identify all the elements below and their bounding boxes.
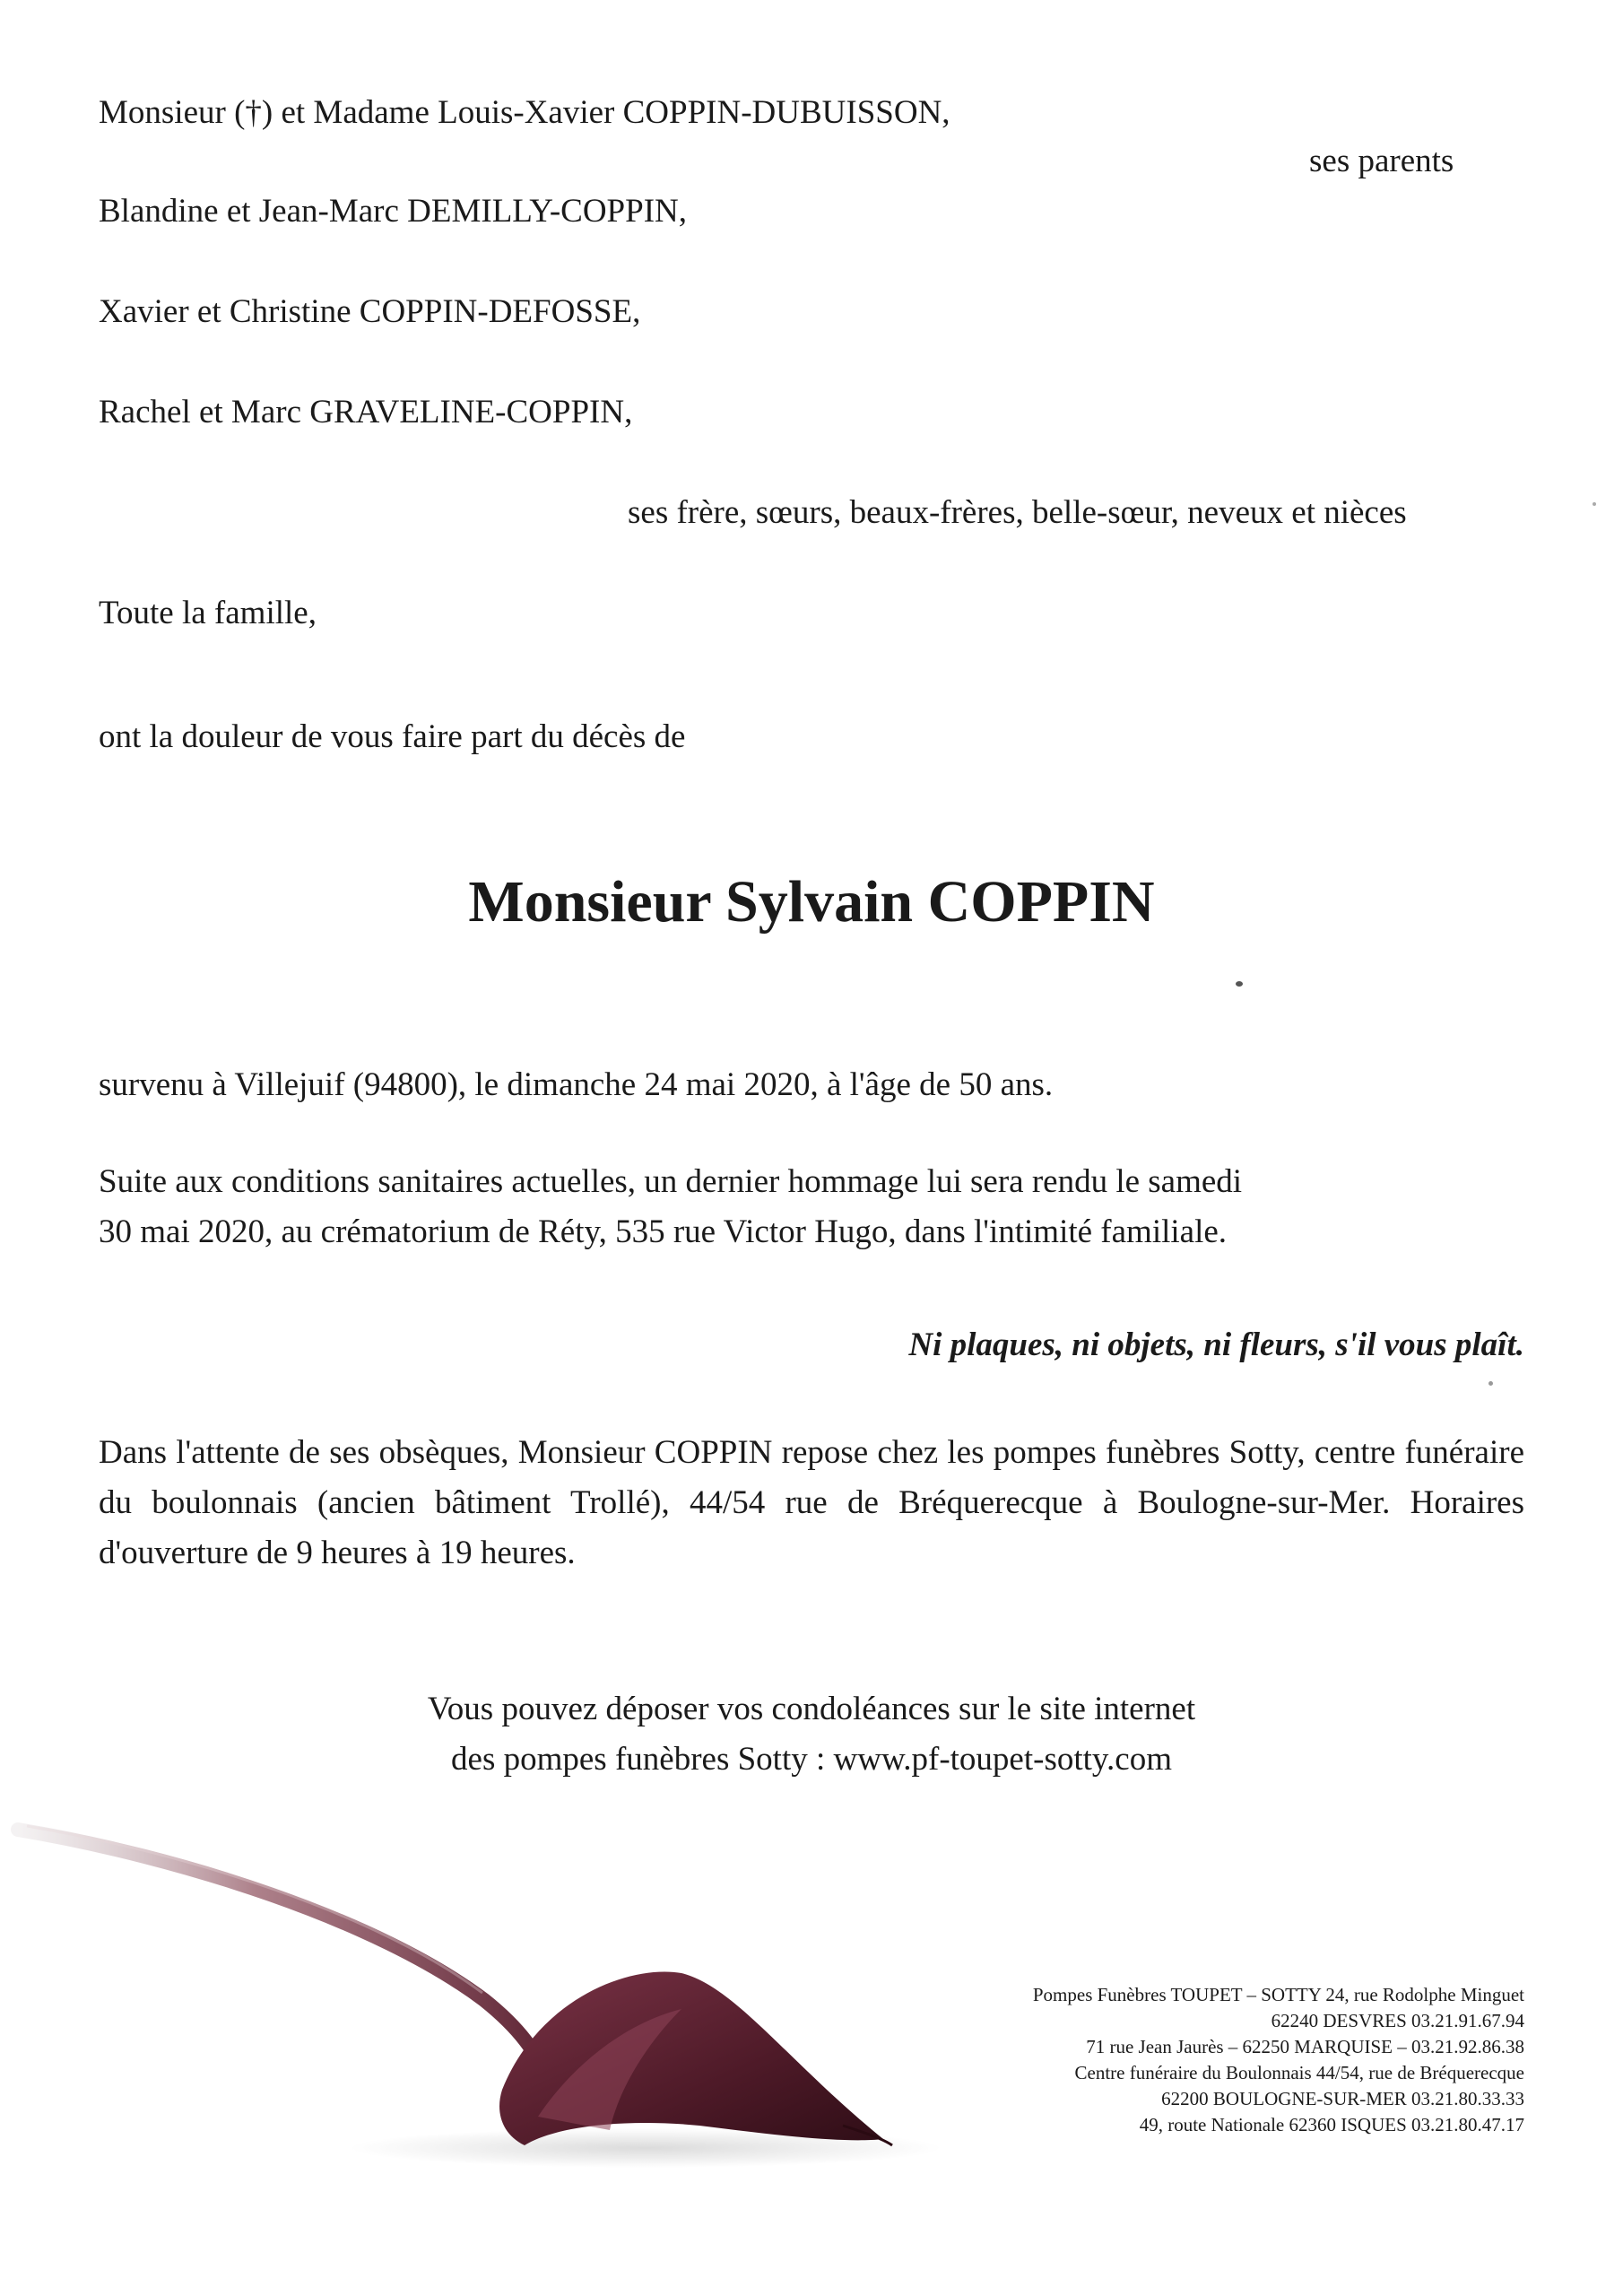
deceased-name: Monsieur Sylvain COPPIN — [468, 869, 1155, 935]
family-line-demilly: Blandine et Jean-Marc DEMILLY-COPPIN, — [99, 193, 687, 230]
footer-line-3: 71 rue Jean Jaurès – 62250 MARQUISE – 03.21.92.86.38 — [1086, 2036, 1524, 2057]
announcement-intro: ont la douleur de vous faire part du décès de — [99, 718, 686, 755]
calla-lily-image — [0, 1794, 986, 2170]
footer-line-4: Centre funéraire du Boulonnais 44/54, rue de Bréquerecque — [1074, 2062, 1524, 2083]
flower-stem — [18, 1830, 547, 2081]
family-line-defosse: Xavier et Christine COPPIN-DEFOSSE, — [99, 293, 641, 330]
parents-label: ses parents — [1309, 143, 1454, 179]
condolences-line-1: Vous pouvez déposer vos condoléances sur le site internet — [427, 1691, 1196, 1727]
scan-speck — [1236, 981, 1243, 987]
ceremony-line-1: Suite aux conditions sanitaires actuelles, un dernier hommage lui sera rendu le samedi — [99, 1163, 1243, 1200]
footer-line-6: 49, route Nationale 62360 ISQUES 03.21.80.47.17 — [1139, 2114, 1524, 2135]
condolences-line-2: des pompes funèbres Sotty : www.pf-toupet-sotty.com — [451, 1741, 1172, 1778]
scan-speck — [1488, 1381, 1493, 1386]
visitation-paragraph: Dans l'attente de ses obsèques, Monsieur COPPIN repose chez les pompes funèbres Sotty, centre funéraire du boulonnais (ancien bâtiment Trollé), 44/54 rue de Bréquerecque à Boulogne-sur-Mer. Horaires d'ouverture de 9 heures à 19 heures. — [99, 1434, 1524, 1571]
funeral-home-contact — [1033, 1982, 1524, 2138]
footer-line-5: 62200 BOULOGNE-SUR-MER 03.21.80.33.33 — [1161, 2088, 1524, 2109]
footer-line-2: 62240 DESVRES 03.21.91.67.94 — [1271, 2010, 1524, 2031]
family-line-parents: Monsieur (†) et Madame Louis-Xavier COPPIN-DUBUISSON, — [99, 94, 950, 131]
scan-speck — [1593, 502, 1596, 506]
death-details: survenu à Villejuif (94800), le dimanche 24 mai 2020, à l'âge de 50 ans. — [99, 1066, 1054, 1103]
siblings-label: ses frère, sœurs, beaux-frères, belle-sœur, neveux et nièces — [628, 494, 1407, 531]
no-flowers-request: Ni plaques, ni objets, ni fleurs, s'il vous plaît. — [908, 1326, 1524, 1363]
all-family: Toute la famille, — [99, 595, 317, 631]
footer-line-1: Pompes Funèbres TOUPET – SOTTY 24, rue Rodolphe Minguet — [1032, 1984, 1524, 2005]
family-line-graveline: Rachel et Marc GRAVELINE-COPPIN, — [99, 394, 633, 430]
ceremony-line-2: 30 mai 2020, au crématorium de Réty, 535 rue Victor Hugo, dans l'intimité familiale. — [99, 1213, 1228, 1250]
